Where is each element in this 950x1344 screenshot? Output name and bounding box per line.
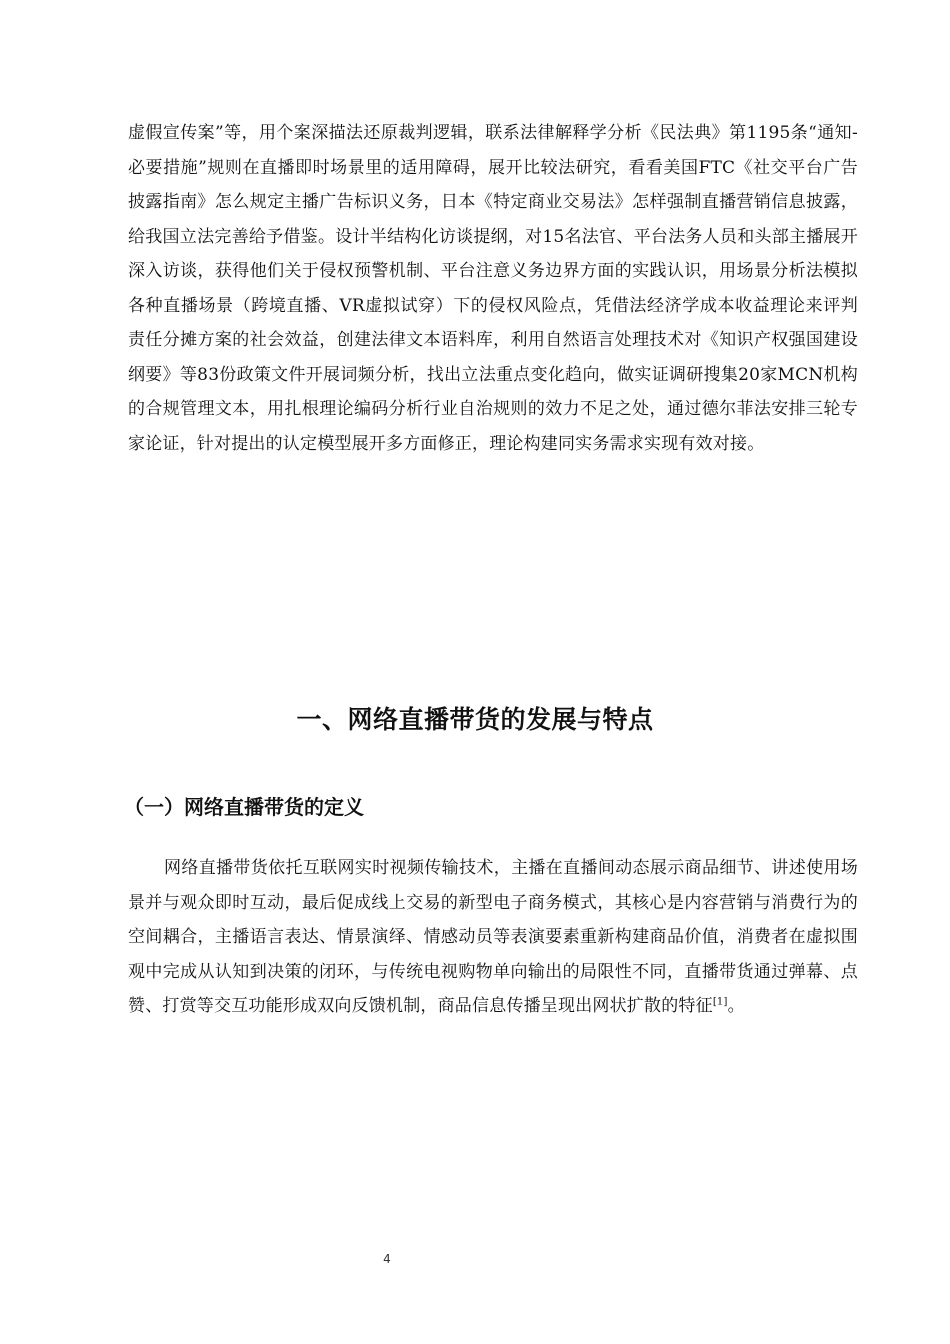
body-paragraph-definition (128, 851, 858, 1024)
citation-marker[interactable]: [1] (712, 996, 728, 1008)
subsection-heading: （一）网络直播带货的定义 (124, 795, 364, 819)
definition-text: 网络直播带货依托互联网实时视频传输技术，主播在直播间动态展示商品细节、讲述使用场景并与观众即时互动，最后促成线上交易的新型电子商务模式，其核心是内容营销与消费行为的空间耦合，主播语言表达、情景演绎、情感动员等表演要素重新构建商品价值，消费者在虚拟围观中完成从认知到决策的闭环，与传统电视购物单向输出的局限性不同，直播带货通过弹幕、点赞、打赏等交互功能形成双向反馈机制，商品信息传播呈现出网状扩散的特征 (128, 858, 858, 1016)
definition-text-end: 。 (727, 996, 745, 1016)
body-paragraph-methods: 虚假宣传案”等，用个案深描法还原裁判逻辑，联系法律解释学分析《民法典》第1195条“通知-必要措施”规则在直播即时场景里的适用障碍，展开比较法研究，看看美国FTC《社交平台广告披露指南》怎么规定主播广告标识义务，日本《特定商业交易法》怎样强制直播营销信息披露，给我国立法完善给予借鉴。设计半结构化访谈提纲，对15名法官、平台法务人员和头部主播展开深入访谈，获得他们关于侵权预警机制、平台注意义务边界方面的实践认识，用场景分析法模拟各种直播场景（跨境直播、VR虚拟试穿）下的侵权风险点，凭借法经济学成本收益理论来评判责任分摊方案的社会效益，创建法律文本语料库，利用自然语言处理技术对《知识产权强国建设纲要》等83份政策文件开展词频分析，找出立法重点变化趋向，做实证调研搜集20家MCN机构的合规管理文本，用扎根理论编码分析行业自治规则的效力不足之处，通过德尔菲法安排三轮专家论证，针对提出的认定模型展开多方面修正，理论构建同实务需求实现有效对接。 (128, 123, 858, 454)
page-number: 4 (383, 1252, 391, 1266)
section-heading: 一、网络直播带货的发展与特点 (296, 705, 654, 734)
